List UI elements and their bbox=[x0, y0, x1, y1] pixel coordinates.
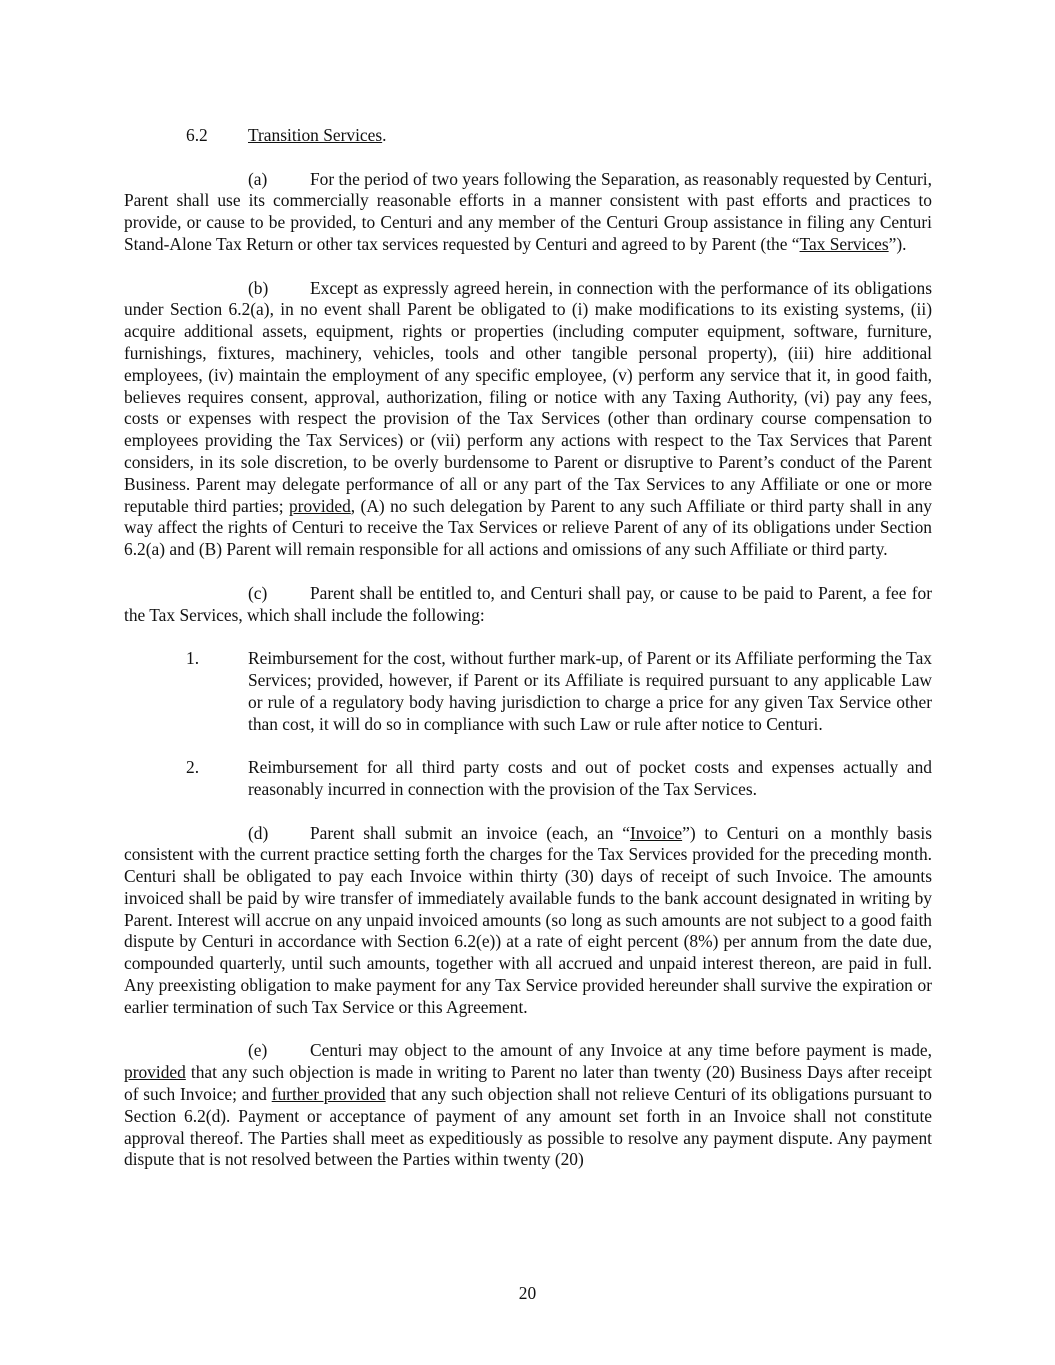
paragraph-b-text-2: , (A) no such delegation by Parent to any such Affiliate or third party shall in any way affect the rights of Centuri to receive the Tax Services or relieve Parent of any of its obligations under Section 6.2(a) and (B) Parent will remain responsible for all actions and omissions of any such Affiliate or third party. bbox=[124, 495, 932, 560]
paragraph-e-label: (e) bbox=[248, 1040, 268, 1061]
defined-term-tax-services: Tax Services bbox=[799, 233, 889, 254]
paragraph-d-text-1: Parent shall submit an invoice (each, an “ bbox=[310, 822, 630, 843]
paragraph-b bbox=[124, 278, 932, 561]
list-item-number: 2. bbox=[186, 757, 200, 778]
paragraph-a bbox=[124, 169, 932, 256]
section-heading bbox=[124, 125, 932, 147]
paragraph-e bbox=[124, 1040, 932, 1171]
list-item-text: Reimbursement for the cost, without further mark-up, of Parent or its Affiliate performing the Tax Services; provided, however, if Parent or its Affiliate is required pursuant to any applicable Law or rule of a regulatory body having jurisdiction to charge a price for any given Tax Service other than cost, it will do so in compliance with such Law or rule after notice to Centuri. bbox=[248, 648, 932, 734]
paragraph-d-label: (d) bbox=[248, 822, 269, 843]
document-page bbox=[124, 125, 932, 1171]
paragraph-c-text: Parent shall be entitled to, and Centuri shall pay, or cause to be paid to Parent, a fee for the Tax Services, which shall include the following: bbox=[124, 582, 932, 625]
paragraph-e-text-3: that any such objection shall not relieve Centuri of its obligations pursuant to Section 6.2(d). Payment or acceptance of payment of any amount set forth in an Invoice shall not constitute approval thereof. The Parties shall meet as expeditiously as possible to resolve any payment dispute. Any payment dispute that is not resolved between the Parties within twenty (20) bbox=[124, 1084, 932, 1170]
paragraph-e-text-1: Centuri may object to the amount of any Invoice at any time before payment is made, bbox=[310, 1040, 932, 1061]
paragraph-a-label: (a) bbox=[248, 168, 268, 189]
paragraph-c bbox=[124, 583, 932, 627]
section-number: 6.2 bbox=[186, 125, 208, 145]
list-item bbox=[124, 757, 932, 801]
paragraph-a-text-1: For the period of two years following the Separation, as reasonably requested by Centuri, Parent shall use its commercially reasonable efforts in a manner consistent with past efforts and practices to provide, or cause to be provided, to Centuri and any member of the Centuri Group assistance in filing any Centuri Stand-Alone Tax Return or other tax services requested by Centuri and agreed to by Parent (the “ bbox=[124, 168, 932, 254]
page-number: 20 bbox=[518, 1283, 537, 1303]
defined-term-provided: provided bbox=[288, 495, 351, 516]
paragraph-a-text-2: ”). bbox=[888, 233, 907, 254]
defined-term-further-provided: further provided bbox=[271, 1084, 386, 1105]
list-item-text: Reimbursement for all third party costs and out of pocket costs and expenses actually and reasonably incurred in connection with the provision of the Tax Services. bbox=[248, 757, 932, 799]
paragraph-c-label: (c) bbox=[248, 582, 268, 603]
paragraph-b-text-1: Except as expressly agreed herein, in connection with the performance of its obligations under Section 6.2(a), in no event shall Parent be obligated to (i) make modifications to its existing systems, (ii) acquire additional assets, equipment, rights or properties (including computer equipment, software, furniture, furnishings, fixtures, machinery, vehicles, tools and other tangible personal property), (iii) hire additional employees, (iv) maintain the employment of any specific employee, (v) perform any service that it, in good faith, believes requires consent, approval, authorization, filing or notice with any Taxing Authority, (vi) pay any fees, costs or expenses with respect the provision of the Tax Services (other than ordinary course compensation to employees providing the Tax Services) or (vii) perform any actions with respect to the Tax Services that Parent considers, in its sole discretion, to be overly burdensome to Parent or disruptive to Parent’s conduct of the Parent Business. Parent may delegate performance of all or any part of the Tax Services to any Affiliate or one or more reputable third parties; bbox=[124, 277, 932, 516]
section-title: Transition Services bbox=[248, 125, 383, 145]
paragraph-e-text-2: that any such objection is made in writing to Parent no later than twenty (20) Business Days after receipt of such Invoice; and bbox=[124, 1062, 932, 1105]
list-item bbox=[124, 648, 932, 735]
list-item-number: 1. bbox=[186, 648, 200, 669]
paragraph-d-text-2: ”) to Centuri on a monthly basis consistent with the current practice setting forth the charges for the Tax Services provided for the preceding month. Centuri shall be obligated to pay each Invoice within thirty (30) days of receipt of such Invoice. The amounts invoiced shall be paid by wire transfer of immediately available funds to the bank account designated in writing by Parent. Interest will accrue on any unpaid invoiced amounts (so long as such amounts are not subject to a good faith dispute by Centuri in accordance with Section 6.2(e)) at a rate of eight percent (8%) per annum from the date due, compounded quarterly, until such amounts, together with all accrued and unpaid interest thereon, are paid in full. Any preexisting obligation to make payment for any Tax Service provided hereunder shall survive the expiration or earlier termination of such Tax Service or this Agreement. bbox=[124, 822, 932, 1017]
defined-term-invoice: Invoice bbox=[629, 822, 683, 843]
defined-term-provided: provided bbox=[124, 1062, 186, 1083]
paragraph-d bbox=[124, 823, 932, 1019]
section-title-suffix: . bbox=[382, 125, 387, 145]
paragraph-b-label: (b) bbox=[248, 277, 269, 298]
